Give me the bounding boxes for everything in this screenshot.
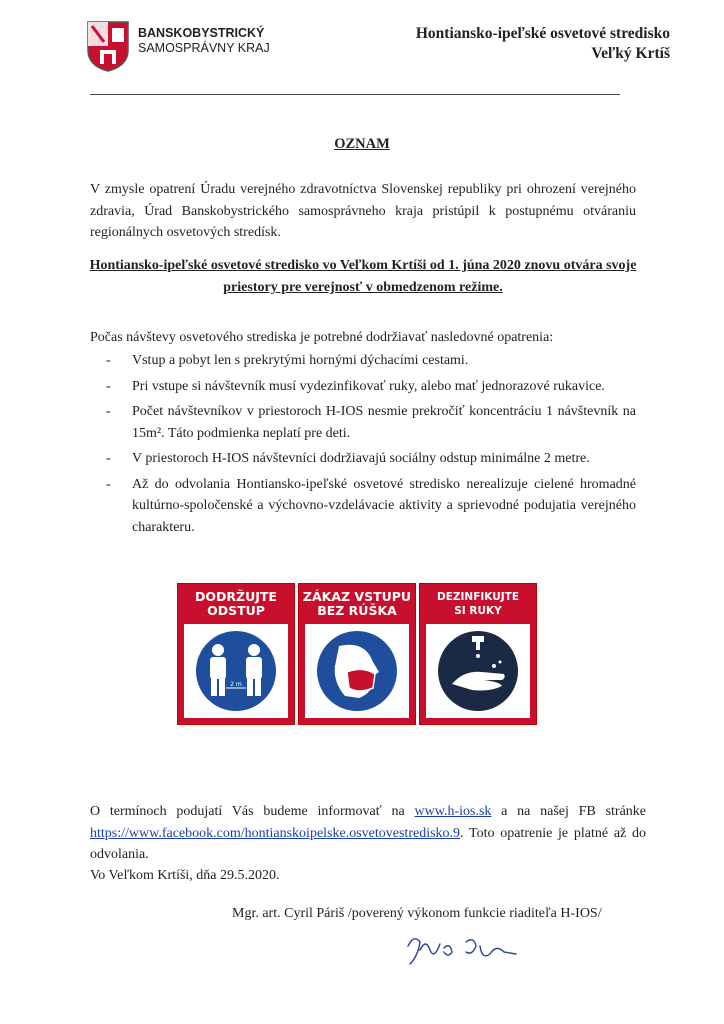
- sign-disinfect-hands-header: DEZINFIKUJTE SI RUKY: [437, 591, 519, 617]
- intro-paragraph: V zmysle opatrení Úradu verejného zdravotníctva Slovenskej republiky pri ohrození verejného zdravia, Úrad Banskobystrického samosprávneho kraja pristúpil k postupnému otváraniu regionálnych osvetových stredísk.: [90, 182, 636, 240]
- website-link[interactable]: www.h-ios.sk: [414, 804, 492, 819]
- sign-disinfect-hands: [419, 583, 537, 725]
- institution-line2: Veľký Krtíš: [591, 45, 670, 62]
- institution-name: [416, 24, 670, 64]
- sign-mask-required-header: ZÁKAZ VSTUPU BEZ RÚŠKA: [302, 589, 412, 618]
- measures-lead: Počas návštevy osvetového strediska je potrebné dodržiavať nasledovné opatrenia:: [90, 330, 554, 345]
- region-name: [138, 26, 270, 56]
- coat-of-arms-logo: [86, 20, 130, 72]
- opening-notice: Hontiansko-ipeľské osvetové stredisko vo Veľkom Krtíši od 1. júna 2020 znovu otvára svoje priestory pre verejnosť v obmedzenom režime.: [89, 258, 637, 295]
- hand-sanitizer-icon: [430, 626, 526, 716]
- footer-text-2: a na našej FB stránke: [491, 804, 646, 819]
- measures-list: [90, 350, 636, 542]
- list-item: - Pri vstupe si návštevník musí vydezinfikovať ruky, alebo mať jednorazové rukavice.: [106, 378, 605, 394]
- region-name-line2: SAMOSPRÁVNY KRAJ: [138, 41, 270, 55]
- region-name-line1: BANSKOBYSTRICKÝ: [138, 26, 265, 40]
- face-mask-icon: [309, 626, 405, 716]
- document-title: OZNAM: [334, 136, 390, 152]
- institution-line1: Hontiansko-ipeľské osvetové stredisko: [415, 25, 670, 42]
- list-item: - Počet návštevníkov v priestoroch H-IOS nesmie prekročiť koncentráciu 1 návštevník na 15m². Táto podmienka neplatí pre deti.: [106, 404, 636, 441]
- footer-text-1: O termínoch podujatí Vás budeme informovať na: [90, 804, 415, 819]
- sign-mask-required: [298, 583, 416, 725]
- sign-keep-distance: [177, 583, 295, 725]
- sign-keep-distance-header: DODRŽUJTE ODSTUP: [195, 589, 277, 618]
- distance-label: 2 m: [230, 681, 242, 688]
- handwritten-signature: [400, 924, 530, 974]
- facebook-link[interactable]: https://www.facebook.com/hontianskoipelske.osvetovestredisko.9: [90, 825, 461, 841]
- list-item: - Vstup a pobyt len s prekrytými hornými dýchacími cestami.: [106, 353, 469, 368]
- signatory: Mgr. art. Cyril Páriš /poverený výkonom funkcie riaditeľa H-IOS/: [232, 906, 602, 921]
- footer-paragraph: [90, 801, 646, 866]
- place-date: Vo Veľkom Krtíši, dňa 29.5.2020.: [90, 868, 280, 883]
- social-distance-icon: [188, 626, 284, 716]
- footer-text-3: . Toto opatrenie je platné až do odvolania.: [90, 825, 646, 862]
- list-item: - Až do odvolania Hontiansko-ipeľské osvetové stredisko nerealizuje cielené hromadné kultúrno-spoločenské a výchovno-vzdelávacie aktivity a sprievodné podujatia verejného charakteru.: [106, 476, 636, 535]
- list-item: - V priestoroch H-IOS návštevníci dodržiavajú sociálny odstup minimálne 2 metre.: [106, 451, 590, 466]
- header-divider: [90, 94, 620, 95]
